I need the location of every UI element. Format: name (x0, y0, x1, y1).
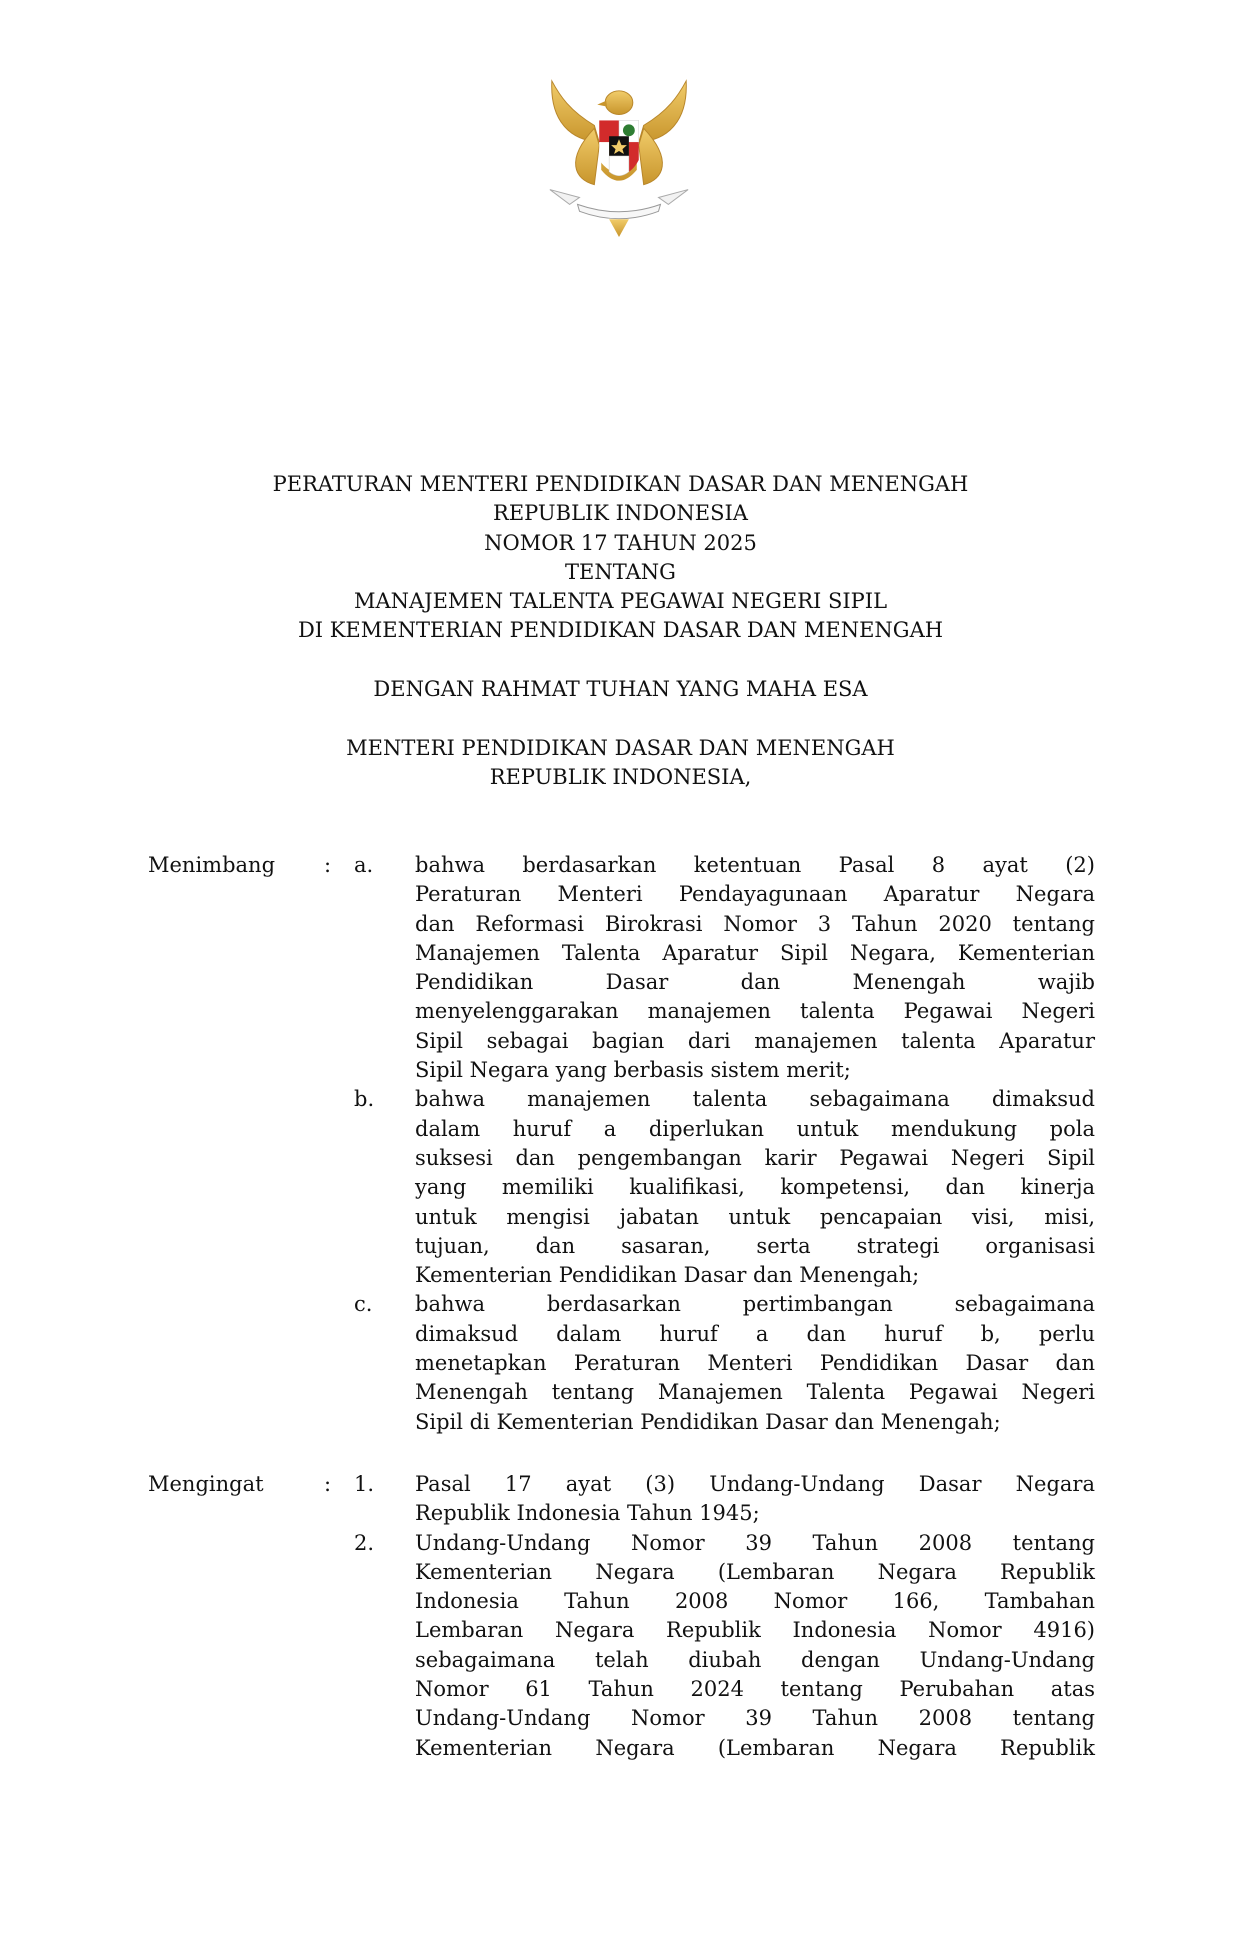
title-line: DI KEMENTERIAN PENDIDIKAN DASAR DAN MENENGAH (297, 618, 944, 643)
item-text-line: Undang-Undang Nomor 39 Tahun 2008 tentang (415, 1706, 1095, 1731)
item-text-line: untuk mengisi jabatan untuk pencapaian visi, misi, (415, 1204, 1095, 1229)
item-text-line: dan Reformasi Birokrasi Nomor 3 Tahun 2020 tentang (415, 911, 1095, 936)
item-marker: c. (354, 1292, 373, 1317)
blank-line (0, 646, 1241, 675)
title-line: DENGAN RAHMAT TUHAN YANG MAHA ESA (373, 677, 868, 702)
item-text-line: Kementerian Negara (Lembaran Negara Republik (415, 1559, 1095, 1584)
item-marker: a. (354, 853, 374, 877)
item-text-line: menetapkan Peraturan Menteri Pendidikan Dasar dan (415, 1351, 1095, 1376)
item-text-line: Lembaran Negara Republik Indonesia Nomor 4916) (415, 1618, 1095, 1643)
item-text-line: Republik Indonesia Tahun 1945; (415, 1501, 760, 1526)
garuda-pancasila-emblem-icon (540, 70, 698, 240)
title-line: MENTERI PENDIDIKAN DASAR DAN MENENGAH (346, 735, 895, 760)
menimbang-label: Menimbang (148, 853, 276, 877)
item-text-line: Sipil sebagai bagian dari manajemen talenta Aparatur (415, 1028, 1095, 1053)
item-text-line: Manajemen Talenta Aparatur Sipil Negara, Kementerian (415, 940, 1095, 965)
item-text-line: sebagaimana telah diubah dengan Undang-Undang (415, 1647, 1095, 1672)
item-text-line: Pendidikan Dasar dan Menengah wajib (415, 970, 1095, 995)
mengingat-item (0, 1529, 1241, 1763)
item-text-line: yang memiliki kualifikasi, kompetensi, dan kinerja (415, 1175, 1095, 1200)
item-text-line: dalam huruf a diperlukan untuk mendukung pola (415, 1116, 1095, 1141)
title-line: NOMOR 17 TAHUN 2025 (484, 530, 757, 555)
mengingat-label: Mengingat (148, 1472, 264, 1496)
item-text-line: Pasal 17 ayat (3) Undang-Undang Dasar Negara (415, 1472, 1095, 1496)
blank-line (0, 704, 1241, 733)
mengingat-item (0, 1470, 1241, 1529)
menimbang-item (0, 1085, 1241, 1290)
item-text-line: Nomor 61 Tahun 2024 tentang Perubahan atas (415, 1677, 1095, 1702)
item-text-line: Menengah tentang Manajemen Talenta Pegawai Negeri (415, 1380, 1095, 1405)
item-text-line: bahwa berdasarkan pertimbangan sebagaimana (415, 1292, 1095, 1317)
title-line: PERATURAN MENTERI PENDIDIKAN DASAR DAN MENENGAH (272, 472, 969, 496)
menimbang-colon: : (324, 853, 332, 877)
item-text-line: Peraturan Menteri Pendayagunaan Aparatur Negara (415, 882, 1095, 907)
item-text-line: Kementerian Pendidikan Dasar dan Menengah; (415, 1263, 920, 1288)
item-marker: b. (354, 1087, 375, 1112)
item-text-line: Kementerian Negara (Lembaran Negara Republik (415, 1735, 1095, 1760)
title-line: MANAJEMEN TALENTA PEGAWAI NEGERI SIPIL (353, 589, 888, 614)
mengingat-colon: : (324, 1472, 332, 1496)
item-text-line: dimaksud dalam huruf a dan huruf b, perlu (415, 1321, 1095, 1346)
menimbang-section (0, 851, 1241, 1437)
title-line: REPUBLIK INDONESIA, (489, 764, 752, 789)
item-text-line: menyelenggarakan manajemen talenta Pegawai Negeri (415, 999, 1095, 1024)
regulation-title-block (0, 470, 1241, 792)
item-text-line: tujuan, dan sasaran, serta strategi organisasi (415, 1233, 1095, 1258)
menimbang-item (0, 851, 1241, 1085)
item-marker: 2. (354, 1530, 375, 1555)
item-text-line: bahwa berdasarkan ketentuan Pasal 8 ayat (2) (415, 853, 1095, 877)
item-text-line: Indonesia Tahun 2008 Nomor 166, Tambahan (415, 1589, 1095, 1614)
item-text-line: Sipil Negara yang berbasis sistem merit; (415, 1058, 851, 1083)
mengingat-section (0, 1470, 1241, 1763)
item-text-line: suksesi dan pengembangan karir Pegawai Negeri Sipil (415, 1145, 1095, 1170)
item-text-line: Sipil di Kementerian Pendidikan Dasar dan Menengah; (415, 1409, 1001, 1434)
title-line: TENTANG (565, 559, 676, 584)
menimbang-item (0, 1290, 1241, 1436)
item-text-line: Undang-Undang Nomor 39 Tahun 2008 tentang (415, 1530, 1095, 1555)
item-marker: 1. (354, 1472, 375, 1496)
item-text-line: bahwa manajemen talenta sebagaimana dimaksud (415, 1087, 1095, 1112)
title-line: REPUBLIK INDONESIA (493, 501, 748, 526)
